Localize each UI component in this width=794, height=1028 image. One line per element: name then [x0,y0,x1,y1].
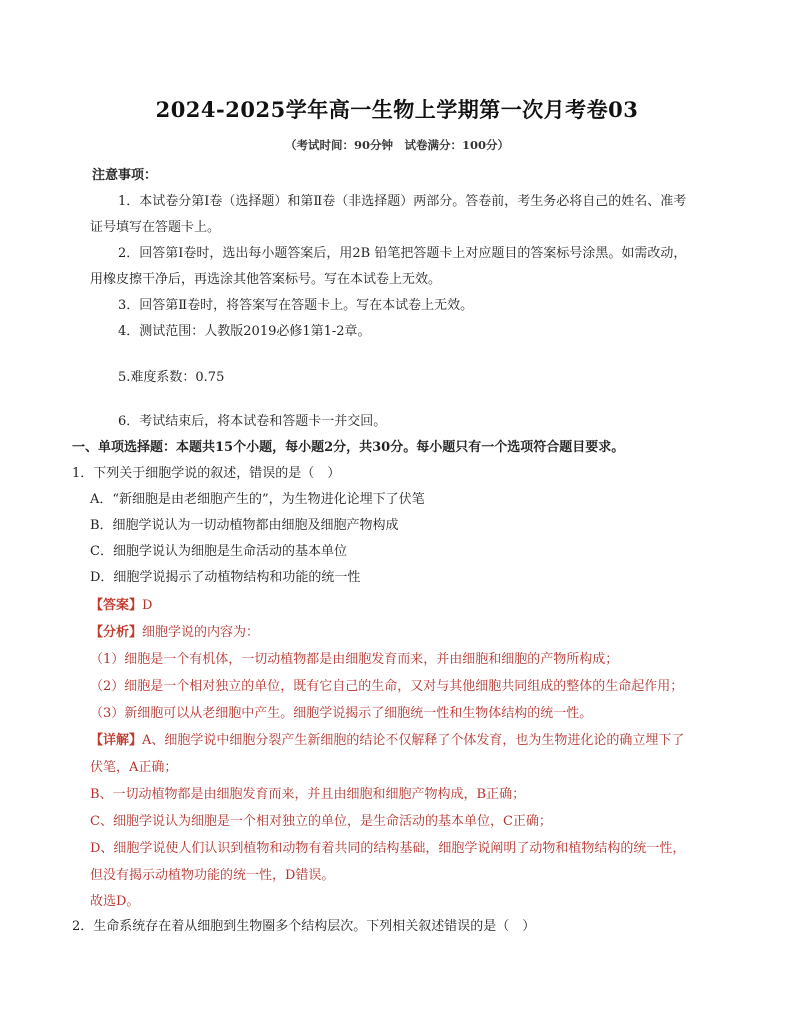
question-1-option-a: A．“新细胞是由老细胞产生的”，为生物进化论埋下了伏笔 [90,492,425,507]
question-1-option-c: C．细胞学说认为细胞是生命活动的基本单位 [90,544,347,559]
detail-line-a [90,732,684,750]
detail-c: C、细胞学说认为细胞是一个相对独立的单位，是生命活动的基本单位，C正确； [90,814,552,829]
detail-tag: 【详解】 [90,733,143,748]
question-1-stem: 1．下列关于细胞学说的叙述，错误的是（ ） [72,466,341,481]
question-1-option-d: D．细胞学说揭示了动植物结构和功能的统一性 [90,570,361,585]
section-heading: 一、单项选择题：本题共15个小题，每小题2分，共30分。每小题只有一个选项符合题目要求。 [72,440,625,455]
analysis-tag: 【分析】 [90,625,143,640]
analysis-intro: 细胞学说的内容为： [142,625,260,640]
notice-title: 注意事项： [92,168,158,183]
notice-item-3: 3．回答第Ⅱ卷时，将答案写在答题卡上。写在本试卷上无效。 [118,298,474,313]
detail-d-cont: 但没有揭示动植物功能的统一性，D错误。 [90,868,335,883]
answer-line [90,597,152,615]
notice-item-2: 2．回答第Ⅰ卷时，选出每小题答案后，用2B 铅笔把答题卡上对应题目的答案标号涂黑。如需改动， [118,246,687,261]
answer-tag: 【答案】 [90,598,143,613]
analysis-line [90,624,259,642]
notice-item-1: 1．本试卷分第Ⅰ卷（选择题）和第Ⅱ卷（非选择题）两部分。答卷前，考生务必将自己的姓名、准考 [118,194,687,209]
question-2-stem: 2．生命系统存在着从细胞到生物圈多个结构层次。下列相关叙述错误的是（ ） [72,919,536,934]
notice-item-6: 6．考试结束后，将本试卷和答题卡一并交回。 [118,414,387,429]
exam-info: （考试时间：90分钟 试卷满分：100分） [284,138,509,152]
question-1-option-b: B．细胞学说认为一切动植物都由细胞及细胞产物构成 [90,518,399,533]
analysis-point-2: （2）细胞是一个相对独立的单位，既有它自己的生命，又对与其他细胞共同组成的整体的生命起作用； [90,679,684,694]
answer-value: D [142,598,153,613]
notice-item-5: 5.难度系数：0.75 [118,370,225,385]
notice-item-4: 4．测试范围：人教版2019必修1第1-2章。 [118,324,371,339]
conclusion: 故选D。 [90,894,140,909]
detail-a-cont: 伏笔，A正确； [90,760,178,775]
page-title: 2024-2025学年高一生物上学期第一次月考卷03 [155,97,639,122]
detail-a-text: A、细胞学说中细胞分裂产生新细胞的结论不仅解释了个体发育，也为生物进化论的确立埋下了 [142,733,685,748]
notice-item-1-cont: 证号填写在答题卡上。 [90,220,221,235]
analysis-point-3: （3）新细胞可以从老细胞中产生。细胞学说揭示了细胞统一性和生物体结构的统一性。 [90,706,593,721]
analysis-point-1: （1）细胞是一个有机体，一切动植物都是由细胞发育而来，并由细胞和细胞的产物所构成； [90,652,619,667]
notice-item-2-cont: 用橡皮擦干净后，再选涂其他答案标号。写在本试卷上无效。 [90,272,442,287]
detail-d: D、细胞学说使人们认识到植物和动物有着共同的结构基础，细胞学说阐明了动物和植物结构的统一性， [90,841,686,856]
detail-b: B、一切动植物都是由细胞发育而来，并且由细胞和细胞产物构成，B正确； [90,787,526,802]
